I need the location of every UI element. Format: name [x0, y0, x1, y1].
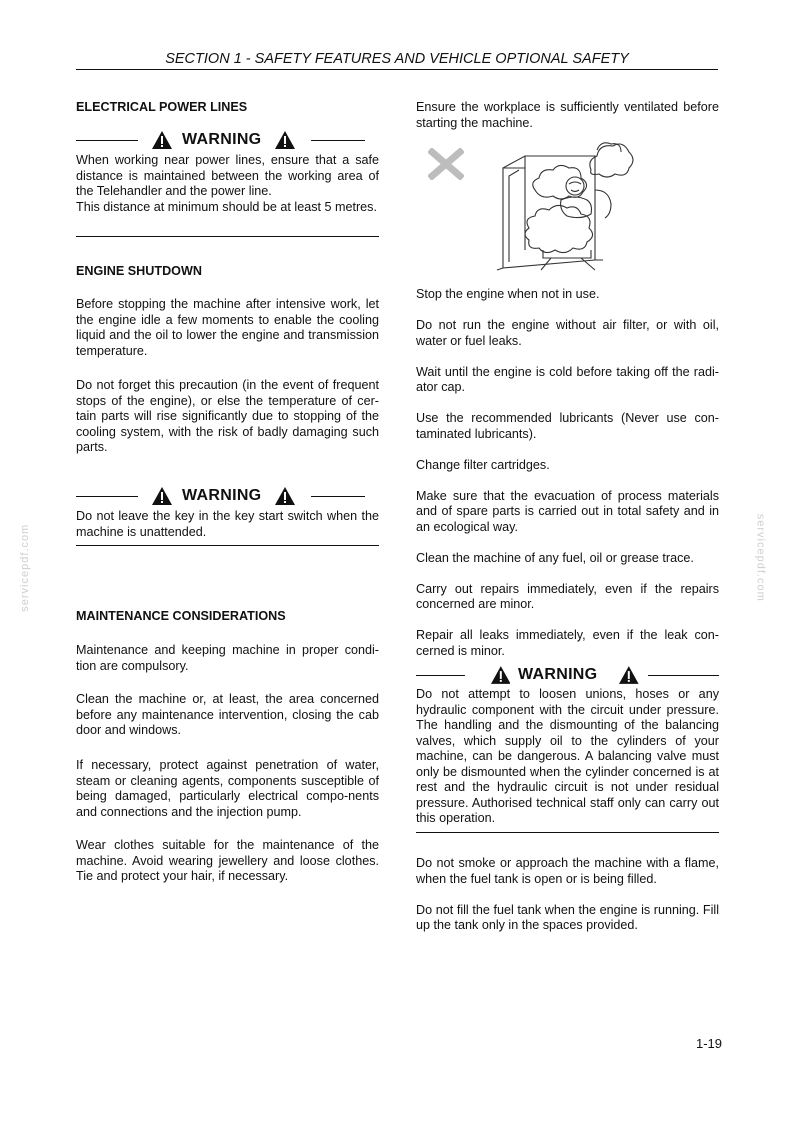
warning-rule [311, 496, 365, 497]
maintenance-title: MAINTENANCE CONSIDERATIONS [76, 609, 286, 623]
right-paragraph: Make sure that the evacuation of process materials and of spare parts is carried out in total safety and in an ecological way. [416, 488, 719, 534]
section-header: SECTION 1 - SAFETY FEATURES AND VEHICLE OPTIONAL SAFETY [76, 50, 718, 70]
warning-rule [76, 496, 138, 497]
maintenance-list-a [416, 287, 719, 659]
maintenance-paragraph: Clean the machine or, at least, the area concerned before any maintenance intervention, closing the cab door and windows. [76, 692, 379, 737]
right-paragraph: Change filter cartridges. [416, 457, 550, 472]
warning-bottom-rule [76, 236, 379, 237]
engine-shutdown-title: ENGINE SHUTDOWN [76, 264, 202, 278]
warning-bottom-rule [416, 832, 719, 833]
warning-rule [648, 675, 719, 676]
warning-triangle-icon [275, 487, 295, 505]
right-paragraph: Wait until the engine is cold before taking off the radi-ator cap. [416, 364, 719, 394]
engine-shutdown-paragraph: Before stopping the machine after intensive work, let the engine idle a few moments to enable the cooling liquid and the oil to lower the engine and transmission temperature. [76, 297, 379, 358]
key-warning-text: Do not leave the key in the key start switch when the machine is unattended. [76, 509, 379, 539]
warning-header-key [76, 485, 379, 507]
engine-shutdown-paragraph: Do not forget this precaution (in the event of frequent stops of the engine), or else the temperature of cer-tain parts will rise significantly due to stopping of the cooling system, with the risk of badly damaging such parts. [76, 378, 379, 454]
x-mark-icon [428, 148, 464, 180]
warning-triangle-icon [619, 666, 639, 684]
warning-triangle-icon [491, 666, 511, 684]
warning-triangle-icon [152, 487, 172, 505]
warning-label: WARNING [182, 131, 262, 149]
watermark-right: servicepdf.com [754, 513, 767, 602]
warning-rule [311, 140, 365, 141]
power-lines-paragraph: When working near power lines, ensure that a safe distance is maintained between the working area of the Telehandler and the power line. [76, 153, 379, 198]
maintenance-paragraph: If necessary, protect against penetration of water, steam or cleaning agents, components susceptible of being damaged, particularly electrical compo-nents and connections and the injection pump. [76, 758, 379, 819]
right-paragraph: Clean the machine of any fuel, oil or grease trace. [416, 550, 694, 565]
ventilation-text: Ensure the workplace is sufficiently ventilated before starting the machine. [416, 100, 719, 130]
power-lines-text [76, 153, 379, 215]
warning-bottom-rule [76, 545, 379, 546]
warning-triangle-icon [152, 131, 172, 149]
maintenance-paragraph: Wear clothes suitable for the maintenance of the machine. Avoid wearing jewellery and loose clothes. Tie and protect your hair, if necessary. [76, 838, 379, 883]
warning-header-power-lines [76, 129, 379, 151]
right-paragraph: Do not fill the fuel tank when the engine is running. Fill up the tank only in the spaces provided. [416, 902, 719, 932]
right-paragraph: Stop the engine when not in use. [416, 287, 600, 301]
right-paragraph: Carry out repairs immediately, even if the repairs concerned are minor. [416, 581, 719, 611]
right-paragraph: Do not smoke or approach the machine with a flame, when the fuel tank is open or is being filled. [416, 856, 719, 886]
right-paragraph: Use the recommended lubricants (Never use con-taminated lubricants). [416, 411, 719, 441]
warning-label: WARNING [517, 666, 598, 684]
warning-rule [76, 140, 138, 141]
warning-header-hydraulic [416, 664, 719, 686]
maintenance-list-b [416, 856, 719, 934]
right-paragraph: Do not run the engine without air filter, or with oil, water or fuel leaks. [416, 318, 719, 348]
smoke-filled-garage-illustration [495, 130, 635, 272]
warning-label: WARNING [182, 487, 262, 505]
watermark-left: servicepdf.com [19, 523, 32, 612]
power-lines-paragraph: This distance at minimum should be at least 5 metres. [76, 199, 377, 214]
right-paragraph: Repair all leaks immediately, even if the leak con-cerned is minor. [416, 628, 719, 658]
power-lines-title: ELECTRICAL POWER LINES [76, 100, 248, 114]
warning-triangle-icon [275, 131, 295, 149]
page-number: 1-19 [695, 1036, 722, 1051]
hydraulic-warning-text: Do not attempt to loosen unions, hoses or any hydraulic component with the circuit under pressure. The handling and the dismounting of the balancing valves, which supply oil to the cylinders of your machine, can be dangerous. A balancing valve must only be dismounted when the cylinder concerned is at rest and the hydraulic circuit is not under residual pressure. Authorised technical staff only can carry out this operation. [416, 687, 719, 825]
warning-rule [416, 675, 465, 676]
maintenance-paragraph: Maintenance and keeping machine in proper condi-tion are compulsory. [76, 643, 379, 673]
